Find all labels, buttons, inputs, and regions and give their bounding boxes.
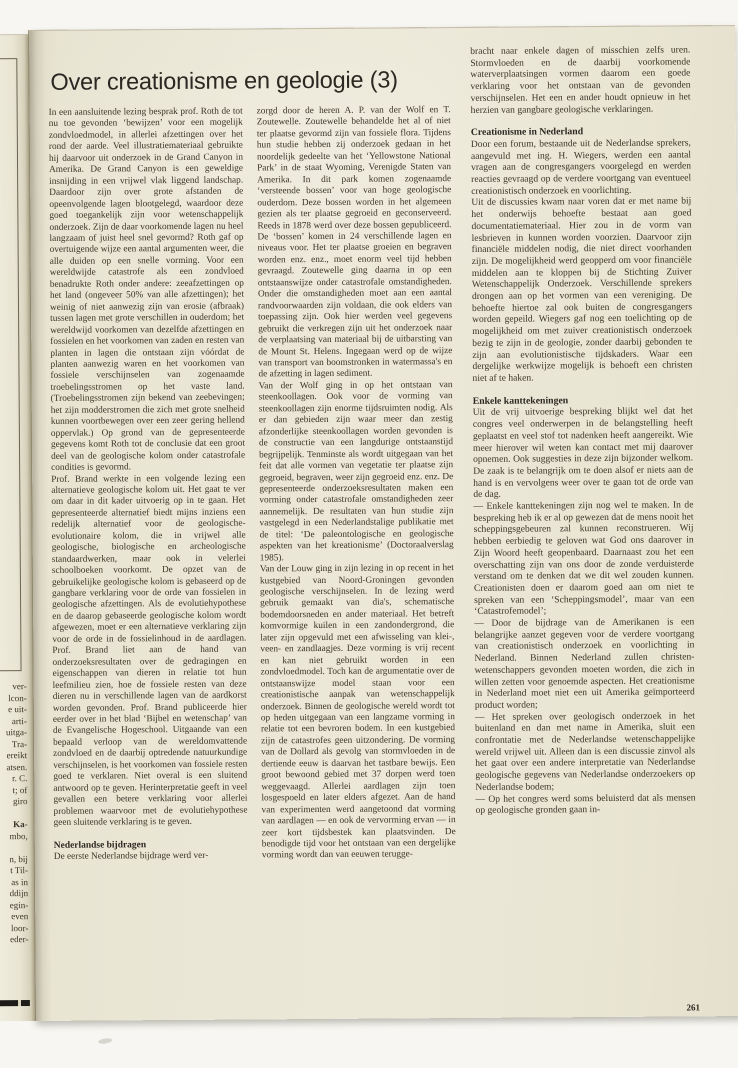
edge-text-fragment: arti- [11, 715, 27, 726]
edge-text-fragment: egin- [9, 899, 29, 910]
text-column-3 [470, 44, 697, 1006]
edge-text-fragment: giro [12, 796, 28, 807]
section-heading: Enkele kanttekeningen [472, 394, 569, 407]
edge-text-fragment: ereikt [6, 750, 28, 761]
edge-text-fragment: Ka- [13, 819, 28, 830]
magazine-page [29, 25, 738, 1021]
body-paragraph: bracht naar enkele dagen of misschien zelfs uren. Stormvloeden en de daarbij voorkomende waterverplaatsingen vormen daarom een goede verklaring voor het ontstaan van de gevonden verschijnselen. Het een en ander houdt opnieuw in het herzien van gangbare geologische verklaringen. [470, 44, 691, 116]
body-paragraph: Door een forum, bestaande uit de Nederlandse sprekers, aangevuld met ing. H. Wiegers, werden een aantal vragen aan de congresgangers voorgelegd en werden reacties gevraagd op de verdere voortgang van eventueel creationistisch onderzoek en voorlichting. [470, 137, 692, 197]
body-paragraph: Prof. Brand werkte in een volgende lezing een alternatieve geologische kolom uit. Het gaat te ver om daar in dit kader uitvoerig op in te gaan. Het gepresenteerde alternatief biedt mijns inziens een redelijk alternatief voor de geologische-evolutionaire kolom, die in vrijwel alle geologische, biologische en archeologische standaardwerken, maar ook in velerlei schoolboeken voorkomt. De opzet van de gebruikelijke geologische kolom is gebaseerd op de gangbare verklaring voor de orde van fossielen in geologische afzettingen. Als de evolutiehypothese en de daarop gebaseerde geologische kolom wordt afgewezen, moet er een alternatieve verklaring zijn voor de orde in de fossielinhoud in de aardlagen. Prof. Brand liet aan de hand van onderzoeksresultaten over de gedragingen en eigenschappen van dieren in relatie tot hun leefmilieu zien, hoe de fossiele resten van deze dieren nu in verschillende lagen van de aardkorst worden gevonden. Prof. Brand publiceerde hier eerder over in het blad ‘Bijbel en wetenschap’ van de Evangelische Hogeschool. Uitgaande van een bepaald verloop van de wereldomvattende zondvloed en de daarbij optredende natuurkundige verschijnselen, is het voorkomen van fossiele resten goed te verklaren. Niet overal is een sluitend antwoord op te geven. Herinterpretatie geeft in veel gevallen een betere verklaring voor allerlei problemen waarvoor met de evolutiehypothese geen sluitende verklaring is te geven. [51, 473, 248, 828]
body-paragraph: zorgd door de heren A. P. van der Wolf en T. Zoutewelle. Zoutewelle behandelde het al of niet ter plaatse gevormd zijn van fossiele flora. Tijdens hun studie hebben zij onderzoek gedaan in het noordelijk gedeelte van het ‘Yellowstone National Park’ in de staat Wyoming, Verenigde Staten van Amerika. In dit park komen zogenaamde ‘versteende bossen’ voor van hoge geologische ouderdom. Deze bossen worden in het algemeen gezien als ter plaatse gegroeid en geconserveerd. Reeds in 1878 werd over deze bossen gepubliceerd. De ‘bossen’ komen in 24 verschillende lagen en niveaus voor. Het ter plaatse groeien en begraven worden enz. enz., moet enorm veel tijd hebben gevraagd. Zoutewelle ging daarna in op een ontstaanswijze onder catastrofale omstandigheden. Onder die omstandigheden moet aan een aantal randvoorwaarden zijn voldaan, die ook elders van toepassing zijn. Ook hier werden veel gegevens gebruikt die verkregen zijn uit het onderzoek naar de verplaatsing van materiaal bij de uitbarsting van de Mount St. Helens. Ingegaan werd op de wijze van transport van boomstronken in watermassa's en de afzetting in lagen sediment. [256, 105, 453, 380]
edge-text-fragment: r. C. [12, 773, 28, 784]
edge-text-fragment: lcon- [8, 692, 27, 703]
section-heading: Creationisme in Nederland [470, 126, 584, 139]
body-paragraph: — Enkele kanttekeningen zijn nog wel te maken. In de bespreking heb ik er al op gewezen dat de mens nooit het scheppingsgebeuren zal kunnen reconstrueren. Wij hebben eerbiedig te geloven wat God ons daarover in Zijn Woord heeft geopenbaard. Daarnaast zou het een overschatting zijn van ons door de zonde verduisterde verstand om te denken dat we dit wel zouden kunnen. Creationisten doen er daarom goed aan om niet te spreken van een ‘Scheppingsmodel’, maar van een ‘Catastrofemodel’; [473, 499, 695, 618]
edge-text-fragment: n, bij [9, 853, 28, 864]
body-paragraph: — Door de bijdrage van de Amerikanen is een belangrijke aanzet gegeven voor de verdere voortgang van creationistisch onderzoek en voorlichting in Nederland. Binnen Nederland zullen christen-wetenschappers gevonden moeten worden, die zich in willen zetten voor genoemde aspecten. Het creationisme in Nederland moet niet een uit Amerika geïmporteerd product worden; [474, 616, 695, 711]
edge-text-fragment [0, 808, 28, 820]
body-paragraph: De eerste Nederlandse bijdrage werd ver- [53, 850, 209, 862]
edge-text-fragment: eder- [10, 934, 29, 945]
edge-text-fragment: t; of [12, 784, 28, 795]
edge-text-fragment: as in [11, 876, 29, 887]
section-heading: Nederlandse bijdragen [53, 839, 147, 851]
edge-text-fragment: Tra- [11, 738, 28, 749]
body-paragraph: Uit de vrij uitvoerige bespreking blijkt wel dat het congres veel onderwerpen in de belangstelling heeft geplaatst en veel stof tot nadenken heeft aangereikt. Wie meer hierover wil weten kan contact met mij daarover opnemen. Ook suggesties in deze zijn bijzonder welkom. De zaak is te belangrijk om te doen alsof er niets aan de hand is en vervolgens weer over te gaan tot de orde van de dag. [472, 405, 694, 501]
body-paragraph: — Het spreken over geologisch onderzoek in het buitenland en dan met name in Amerika, sluit een confrontatie met de Nederlandse wetenschappelijke wereld vrijwel uit. Alleen dan is een discussie zinvol als het gaat over een andere interpretatie van Nederlandse geologische gegevens van Nederlandse onderzoekers op Nederlandse bodem; [474, 710, 696, 793]
body-paragraph: Van der Wolf ging in op het ontstaan van steenkoollagen. Ook voor de vorming van steenkoollagen zijn enorme tijdsruimten nodig. Als er dan gebieden zijn waar meer dan zestig afzonderlijke steenkoollagen worden gevonden is de constructie van een langdurige ontstaanstijd begrijpelijk. Tenminste als wordt uitgegaan van het feit dat alle vormen van vegetatie ter plaatse zijn gegroeid, begraven, weer zijn gegroeid enz. enz. De gepresenteerde onderzoeksresultaten maken een vorming onder catastrofale omstandigheden zeer aannemelijk. De resultaten van hun studie zijn vastgelegd in een Nederlandstalige publikatie met de titel: ‘De paleontologische en geologische aspekten van het kreationisme’ (Doctoraalverslag 1985). [258, 379, 454, 564]
edge-text-fragment: loor- [10, 922, 29, 933]
body-paragraph: Van der Louw ging in zijn lezing in op recent in het kustgebied van Noord-Groningen gevonden geologische verschijnselen. In de lezing werd gebruik gemaakt van dia's, schematische bodemdoorsneden en ander materiaal. Het betreft komvormige kuilen in een zandondergrond, die later zijn opgevuld met een afwisseling van klei-, veen- en zandlaagjes. Deze vorming is vrij recent en kan niet gebruikt worden in een zondvloedmodel. Toch kan de argumentatie over de ontstaanswijze model staan voor een creationistische aanpak van wetenschappelijk onderzoek. Binnen de geologische wereld wordt tot op heden uitgegaan van een langzame vorming in relatie tot een bevroren bodem. In een kustgebied zijn de catastrofes geen uitzondering. De vorming van de Dollard als gevolg van stormvloeden in de dertiende eeuw is daarvan het tastbare bewijs. Een groot bewoond gebied met 37 dorpen werd toen weggevaagd. Allerlei aardlagen zijn toen losgespoeld en later elders afgezet. Aan de hand van experimenten werd aangetoond dat vorming van aardlagen — en ook de vervorming ervan — in zeer kort tijdsbestek kan plaatsvinden. De benodigde tijd voor het ontstaan van een dergelijke vorming wordt dan van eeuwen terugge- [259, 563, 456, 861]
edge-text-fragment: even [11, 911, 29, 922]
page-number: 261 [686, 1002, 700, 1013]
edge-text-fragment: atsen. [6, 761, 28, 772]
edge-text-fragment [0, 842, 28, 854]
edge-text-fragment: ver- [12, 681, 27, 692]
edge-text-fragment: uitga- [5, 727, 28, 738]
previous-page-black-bar [0, 1000, 30, 1006]
body-paragraph: In een aansluitende lezing besprak prof. Roth de tot nu toe gevonden ‘bewijzen’ voor een mogelijk zondvloedmodel, in allerlei afzettingen over het rond der aarde. Veel illustratiemateriaal gebruikte hij daarvoor uit onderzoek in de Grand Canyon in Amerika. De Grand Canyon is een geweldige insnijding in een vrijwel vlak liggend landschap. Daardoor zijn over grote afstanden de opeenvolgende lagen blootgelegd, waardoor deze goed toegankelijk zijn voor wetenschappelijk onderzoek. Zijn de daar voorkomende lagen nu heel langzaam of juist heel snel gevormd? Roth gaf op overtuigende wijze een aantal argumenten weer, die alle duiden op een snelle vorming. Voor een wereldwijde catastrofe als een zondvloed benadrukte Roth onder andere: zeeafzettingen op het land (ongeveer 50% van alle afzettingen); het weinig of niet aanwezig zijn van erosie (afbraak) tussen lagen met grote verschillen in ouderdom; het wereldwijd voorkomen van dezelfde afzettingen en fossielen en het voorkomen van zaden en resten van planten in lagen die ontstaan zijn vóórdat de planten aanwezig waren en het voorkomen van fossiele verschijnselen van zogenaamde troebelingsstromen op het vaste land. (Troebelingsstromen zijn bekend van zeebevingen; het zijn modderstromen die zich met grote snelheid kunnen voortbewegen over een zeer gering hellend oppervlak.) Op grond van de gepresenteerde gegevens komt Roth tot de conclusie dat een groot deel van de geologische kolom onder catastrofale condities is gevormd. [48, 106, 246, 473]
body-paragraph: — Op het congres werd soms beluisterd dat als mensen op geologische gronden gaan in- [475, 791, 696, 817]
text-column-2 [257, 105, 457, 1030]
body-paragraph: Uit de discussies kwam naar voren dat er met name bij het onderwijs behoefte bestaat aan goed documentatiemateriaal. Hier zou in de vorm van lesbrieven in kunnen worden voorzien. Daarvoor zijn financiële middelen nodig, die niet direct voorhanden zijn. De mogelijkheid werd geopperd om voor financiële middelen aan te kloppen bij de Stichting Zuiver Wetenschappelijk Onderzoek. Verschillende sprekers drongen aan op het vormen van een vereniging. De behoefte hiertoe zal ook buiten de congresgangers worden gepeild. Wiegers gaf nog een toelichting op de mogelijkheid om met zuiver creationistisch onderzoek bezig te zijn in de geologie, zonder daarbij gebonden te zijn aan evolutionistische tijdskaders. Waar een dergelijke werkwijze mogelijk is behoeft een christen niet af te haken. [471, 195, 693, 384]
edge-text-fragment: t Til- [10, 865, 28, 876]
text-column-1 [49, 107, 249, 1032]
previous-page-box-frame [0, 58, 22, 671]
edge-text-fragment: e uit- [8, 704, 27, 715]
edge-text-fragment: mbo, [9, 830, 28, 841]
article-title: Over creationisme en geologie (3) [50, 66, 398, 95]
previous-page-text-fragments [0, 681, 28, 946]
scan-smudge [98, 1038, 113, 1045]
edge-text-fragment: ddijn [9, 888, 29, 899]
